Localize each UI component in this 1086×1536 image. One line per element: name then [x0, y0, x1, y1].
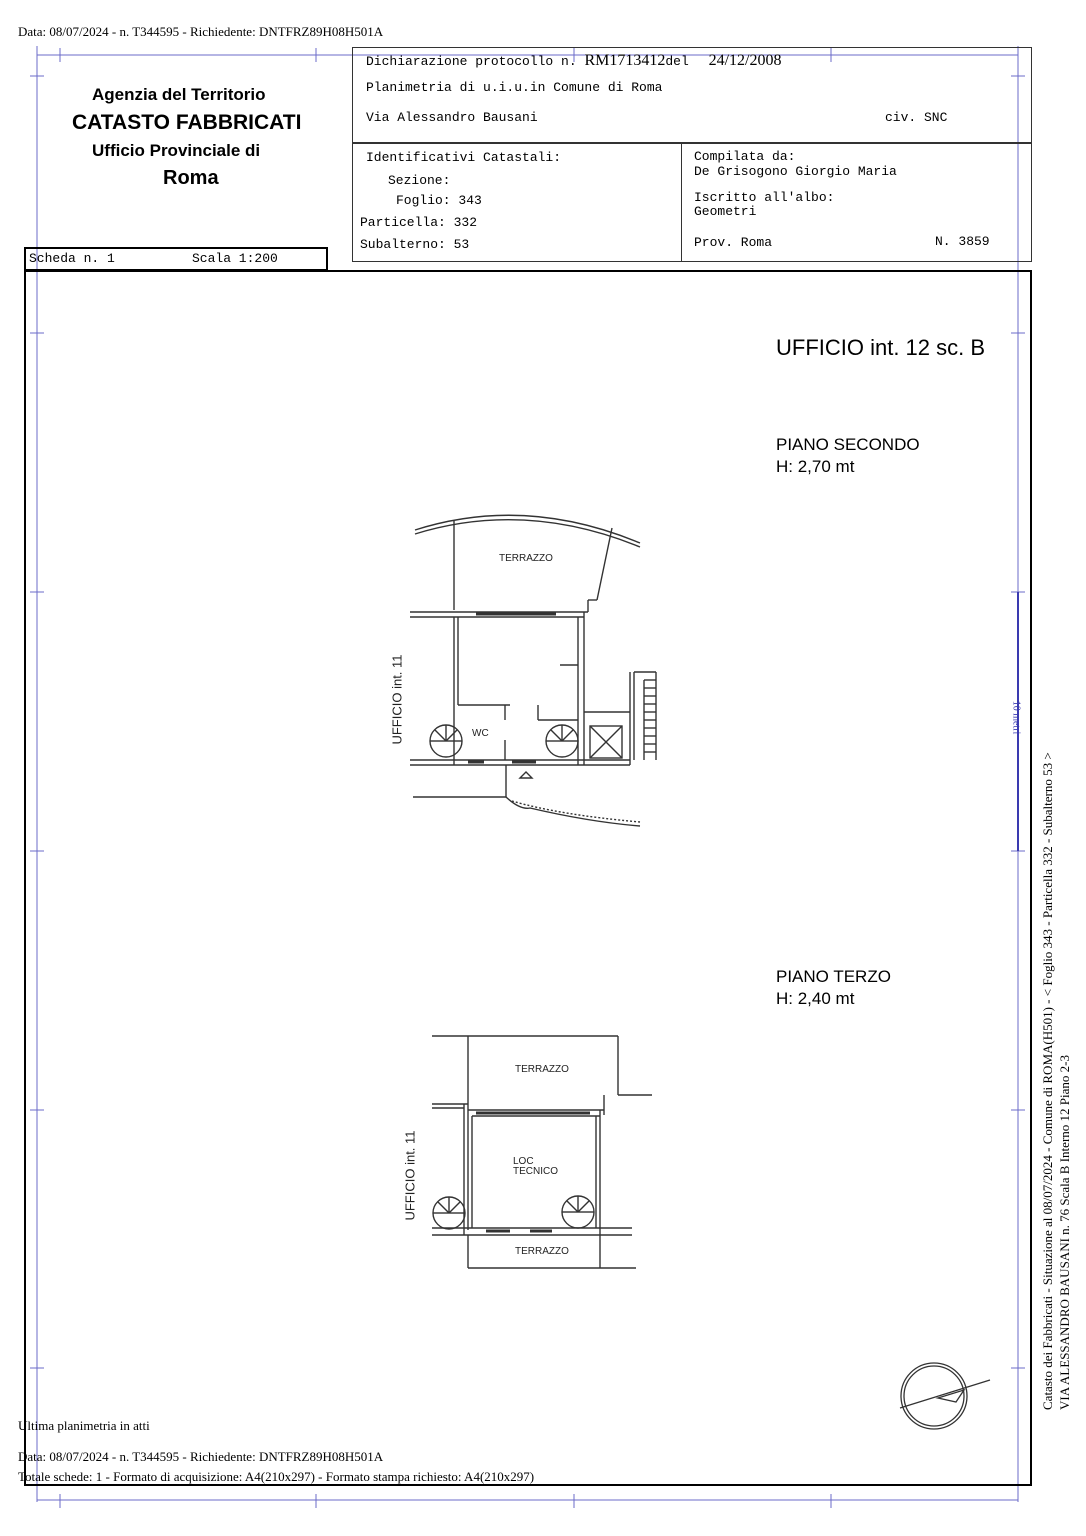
declaration-date: 24/12/2008	[708, 52, 782, 69]
plan2-terrace-top-label: TERRAZZO	[515, 1064, 569, 1075]
compiler-province: Prov. Roma	[694, 235, 773, 250]
plan2-terrace-bottom-label: TERRAZZO	[515, 1246, 569, 1257]
agency-department: CATASTO FABBRICATI	[72, 111, 302, 134]
side-address-line: VIA ALESSANDRO BAUSANI n. 76 Scala B Interno 12 Piano 2-3	[1057, 1055, 1072, 1410]
scheda-scale: Scala 1:200	[192, 251, 278, 266]
plan1-terrace-label: TERRAZZO	[499, 553, 553, 564]
declaration-address: Via Alessandro Bausani	[366, 110, 538, 125]
compiler-number: N. 3859	[935, 234, 990, 249]
side-situation-line: Catasto dei Fabbricati - Situazione al 08/07/2024 - Comune di ROMA(H501) - < Foglio 343 - Particella 332 - Subalterno 53 >	[1040, 752, 1055, 1410]
plan2-loc-line2: TECNICO	[513, 1166, 558, 1177]
compiler-albo: Geometri	[694, 204, 757, 219]
identifiers-subalterno: Subalterno: 53	[360, 237, 470, 252]
floor1-height: H: 2,70 mt	[776, 457, 855, 476]
plan2-loc-line1: LOC	[513, 1156, 534, 1167]
declaration-planimetria: Planimetria di u.i.u.in Comune di Roma	[366, 80, 663, 95]
declaration-protocol-number: RM1713412	[584, 52, 666, 69]
identifiers-title: Identificativi Catastali:	[366, 150, 562, 165]
declaration-protocol-label: Dichiarazione protocollo n.	[366, 54, 577, 69]
compiler-albo-label: Iscritto all'albo:	[694, 190, 835, 205]
compiler-label: Compilata da:	[694, 149, 796, 164]
floor2-height: H: 2,40 mt	[776, 989, 855, 1008]
drawing-title: UFFICIO int. 12 sc. B	[776, 335, 986, 360]
compiler-name: De Grisogono Giorgio Maria	[694, 164, 897, 179]
plan1-wc-label: WC	[472, 728, 489, 739]
floor1-name: PIANO SECONDO	[776, 435, 920, 454]
header-request-line: Data: 08/07/2024 - n. T344595 - Richiedente: DNTFRZ89H08H501A	[18, 24, 384, 39]
footer-ultima-planimetria: Ultima planimetria in atti	[18, 1418, 150, 1433]
agency-office: Ufficio Provinciale di	[92, 141, 261, 160]
floor2-name: PIANO TERZO	[776, 967, 891, 986]
declaration-del-label: del	[665, 54, 689, 69]
identifiers-sezione: Sezione:	[388, 173, 451, 188]
plan2-neighbor-label: UFFICIO int. 11	[402, 1130, 418, 1221]
scheda-number: Scheda n. 1	[29, 251, 115, 266]
north-arrow-icon	[892, 1360, 1002, 1440]
scale-bar-label: 10 metri	[1010, 700, 1022, 735]
agency-city: Roma	[163, 167, 219, 189]
footer-request-line: Data: 08/07/2024 - n. T344595 - Richiedente: DNTFRZ89H08H501A	[18, 1449, 384, 1464]
plan1-neighbor-label: UFFICIO int. 11	[389, 654, 405, 745]
footer-format-line: Totale schede: 1 - Formato di acquisizione: A4(210x297) - Formato stampa richiesto: A4(210x297)	[18, 1469, 535, 1484]
agency-name: Agenzia del Territorio	[92, 85, 266, 104]
identifiers-foglio: Foglio: 343	[396, 193, 482, 208]
identifiers-particella: Particella: 332	[360, 215, 478, 230]
declaration-civ: civ. SNC	[885, 110, 948, 125]
